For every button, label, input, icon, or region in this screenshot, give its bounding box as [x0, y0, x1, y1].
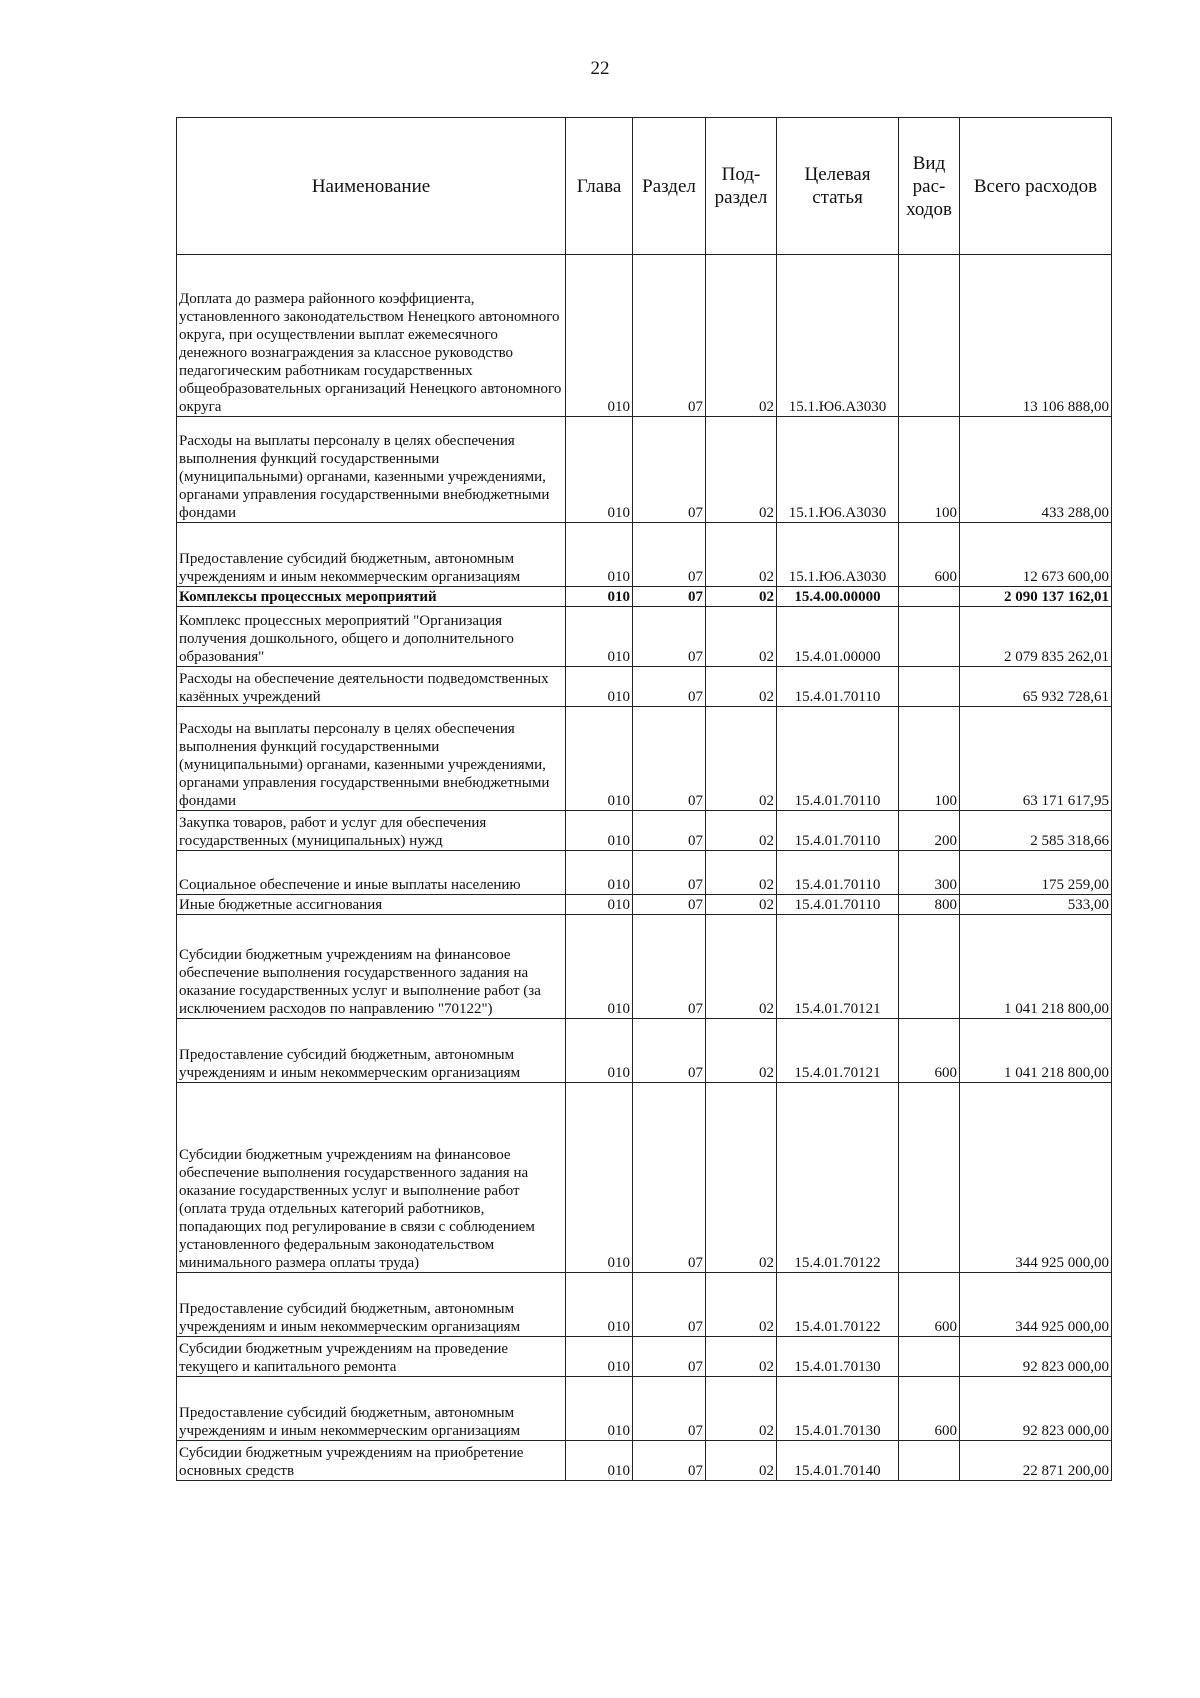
header-razdel: Раздел	[633, 118, 706, 255]
row-name: Расходы на выплаты персоналу в целях обеспечения выполнения функций государственными (муниципальными) органами, казенными учреждениями, органами управления государственными внебюджетными фондами	[177, 417, 566, 523]
row-razdel: 07	[633, 1337, 706, 1377]
row-razdel: 07	[633, 667, 706, 707]
row-razdel: 07	[633, 915, 706, 1019]
row-podrazdel: 02	[706, 255, 777, 417]
row-name: Предоставление субсидий бюджетным, автономным учреждениям и иным некоммерческим организациям	[177, 523, 566, 587]
row-vid	[899, 915, 960, 1019]
table-row	[177, 1019, 1112, 1083]
row-celevaya: 15.4.01.70122	[777, 1083, 899, 1273]
row-total: 344 925 000,00	[960, 1273, 1112, 1337]
table-row	[177, 667, 1112, 707]
row-total: 1 041 218 800,00	[960, 1019, 1112, 1083]
table-row	[177, 851, 1112, 895]
row-vid: 100	[899, 417, 960, 523]
row-podrazdel: 02	[706, 1377, 777, 1441]
row-vid: 300	[899, 851, 960, 895]
table-row	[177, 1337, 1112, 1377]
row-name: Социальное обеспечение и иные выплаты населению	[177, 851, 566, 895]
row-glava: 010	[566, 1273, 633, 1337]
row-glava: 010	[566, 417, 633, 523]
row-razdel: 07	[633, 1019, 706, 1083]
row-podrazdel: 02	[706, 1083, 777, 1273]
header-glava: Глава	[566, 118, 633, 255]
row-podrazdel: 02	[706, 607, 777, 667]
header-vid-rashodov: Вид рас- ходов	[899, 118, 960, 255]
row-total: 92 823 000,00	[960, 1377, 1112, 1441]
table-row	[177, 1273, 1112, 1337]
table-row	[177, 895, 1112, 915]
row-vid: 600	[899, 1377, 960, 1441]
row-celevaya: 15.4.01.70110	[777, 895, 899, 915]
row-celevaya: 15.4.01.70130	[777, 1377, 899, 1441]
row-total: 175 259,00	[960, 851, 1112, 895]
row-podrazdel: 02	[706, 667, 777, 707]
row-razdel: 07	[633, 523, 706, 587]
row-glava: 010	[566, 895, 633, 915]
row-glava: 010	[566, 1019, 633, 1083]
row-razdel: 07	[633, 707, 706, 811]
row-name: Комплексы процессных мероприятий	[177, 587, 566, 607]
row-glava: 010	[566, 667, 633, 707]
budget-table	[176, 117, 1112, 1481]
table-row	[177, 523, 1112, 587]
row-razdel: 07	[633, 851, 706, 895]
table-row	[177, 417, 1112, 523]
row-razdel: 07	[633, 1083, 706, 1273]
row-glava: 010	[566, 851, 633, 895]
row-razdel: 07	[633, 255, 706, 417]
row-celevaya: 15.1.Ю6.А3030	[777, 417, 899, 523]
row-name: Субсидии бюджетным учреждениям на финансовое обеспечение выполнения государственного задания на оказание государственных услуг и выполнение работ (оплата труда отдельных категорий работников, попадающих под регулирование в связи с соблюдением установленного федеральным законодательством минимального размера оплаты труда)	[177, 1083, 566, 1273]
row-celevaya: 15.4.01.70130	[777, 1337, 899, 1377]
row-razdel: 07	[633, 1441, 706, 1481]
row-total: 22 871 200,00	[960, 1441, 1112, 1481]
row-vid	[899, 607, 960, 667]
table-row	[177, 1083, 1112, 1273]
row-vid: 600	[899, 1019, 960, 1083]
row-name: Закупка товаров, работ и услуг для обеспечения государственных (муниципальных) нужд	[177, 811, 566, 851]
row-celevaya: 15.4.01.70121	[777, 1019, 899, 1083]
row-glava: 010	[566, 1441, 633, 1481]
row-vid: 200	[899, 811, 960, 851]
row-razdel: 07	[633, 587, 706, 607]
row-podrazdel: 02	[706, 707, 777, 811]
row-name: Комплекс процессных мероприятий "Организация получения дошкольного, общего и дополнительного образования"	[177, 607, 566, 667]
row-vid: 600	[899, 1273, 960, 1337]
table-row	[177, 1377, 1112, 1441]
table-row	[177, 915, 1112, 1019]
table-row	[177, 587, 1112, 607]
table-row	[177, 1441, 1112, 1481]
row-vid	[899, 1441, 960, 1481]
row-celevaya: 15.4.00.00000	[777, 587, 899, 607]
row-vid	[899, 255, 960, 417]
row-total: 92 823 000,00	[960, 1337, 1112, 1377]
row-name: Субсидии бюджетным учреждениям на проведение текущего и капитального ремонта	[177, 1337, 566, 1377]
row-glava: 010	[566, 255, 633, 417]
row-celevaya: 15.4.01.00000	[777, 607, 899, 667]
row-podrazdel: 02	[706, 523, 777, 587]
row-podrazdel: 02	[706, 811, 777, 851]
row-name: Расходы на обеспечение деятельности подведомственных казённых учреждений	[177, 667, 566, 707]
table-row	[177, 607, 1112, 667]
row-vid	[899, 1083, 960, 1273]
row-name: Иные бюджетные ассигнования	[177, 895, 566, 915]
header-total: Всего расходов	[960, 118, 1112, 255]
row-celevaya: 15.4.01.70140	[777, 1441, 899, 1481]
row-razdel: 07	[633, 895, 706, 915]
header-celevaya-statya: Целевая статья	[777, 118, 899, 255]
row-podrazdel: 02	[706, 851, 777, 895]
row-podrazdel: 02	[706, 1273, 777, 1337]
row-glava: 010	[566, 1083, 633, 1273]
page-number: 22	[590, 58, 610, 79]
row-total: 2 090 137 162,01	[960, 587, 1112, 607]
row-total: 2 585 318,66	[960, 811, 1112, 851]
row-glava: 010	[566, 1337, 633, 1377]
row-name: Предоставление субсидий бюджетным, автономным учреждениям и иным некоммерческим организациям	[177, 1273, 566, 1337]
header-name: Наименование	[177, 118, 566, 255]
row-glava: 010	[566, 607, 633, 667]
row-glava: 010	[566, 915, 633, 1019]
row-glava: 010	[566, 707, 633, 811]
row-celevaya: 15.4.01.70121	[777, 915, 899, 1019]
row-name: Предоставление субсидий бюджетным, автономным учреждениям и иным некоммерческим организациям	[177, 1377, 566, 1441]
row-vid	[899, 667, 960, 707]
table-row	[177, 707, 1112, 811]
row-vid	[899, 587, 960, 607]
table-header-row	[177, 118, 1112, 255]
row-celevaya: 15.4.01.70110	[777, 851, 899, 895]
row-name: Субсидии бюджетным учреждениям на финансовое обеспечение выполнения государственного задания на оказание государственных услуг и выполнение работ (за исключением расходов по направлению "70122")	[177, 915, 566, 1019]
row-podrazdel: 02	[706, 417, 777, 523]
row-glava: 010	[566, 811, 633, 851]
row-name: Субсидии бюджетным учреждениям на приобретение основных средств	[177, 1441, 566, 1481]
row-name: Доплата до размера районного коэффициента, установленного законодательством Ненецкого автономного округа, при осуществлении выплат ежемесячного денежного вознаграждения за классное руководство педагогическим работникам государственных общеобразовательных организаций Ненецкого автономного округа	[177, 255, 566, 417]
row-celevaya: 15.1.Ю6.А3030	[777, 523, 899, 587]
row-razdel: 07	[633, 417, 706, 523]
row-vid: 100	[899, 707, 960, 811]
row-razdel: 07	[633, 607, 706, 667]
row-total: 1 041 218 800,00	[960, 915, 1112, 1019]
row-total: 13 106 888,00	[960, 255, 1112, 417]
row-razdel: 07	[633, 1377, 706, 1441]
row-total: 63 171 617,95	[960, 707, 1112, 811]
row-celevaya: 15.4.01.70110	[777, 707, 899, 811]
row-celevaya: 15.1.Ю6.А3030	[777, 255, 899, 417]
row-name: Расходы на выплаты персоналу в целях обеспечения выполнения функций государственными (муниципальными) органами, казенными учреждениями, органами управления государственными внебюджетными фондами	[177, 707, 566, 811]
row-total: 344 925 000,00	[960, 1083, 1112, 1273]
row-total: 12 673 600,00	[960, 523, 1112, 587]
row-podrazdel: 02	[706, 895, 777, 915]
row-podrazdel: 02	[706, 1019, 777, 1083]
row-celevaya: 15.4.01.70110	[777, 811, 899, 851]
row-glava: 010	[566, 523, 633, 587]
header-podrazdel: Под- раздел	[706, 118, 777, 255]
row-glava: 010	[566, 1377, 633, 1441]
row-glava: 010	[566, 587, 633, 607]
row-podrazdel: 02	[706, 1441, 777, 1481]
row-total: 2 079 835 262,01	[960, 607, 1112, 667]
row-vid	[899, 1337, 960, 1377]
row-name: Предоставление субсидий бюджетным, автономным учреждениям и иным некоммерческим организациям	[177, 1019, 566, 1083]
row-celevaya: 15.4.01.70122	[777, 1273, 899, 1337]
row-total: 533,00	[960, 895, 1112, 915]
row-total: 65 932 728,61	[960, 667, 1112, 707]
row-vid: 600	[899, 523, 960, 587]
row-razdel: 07	[633, 811, 706, 851]
row-total: 433 288,00	[960, 417, 1112, 523]
row-razdel: 07	[633, 1273, 706, 1337]
row-podrazdel: 02	[706, 1337, 777, 1377]
table-row	[177, 255, 1112, 417]
row-podrazdel: 02	[706, 915, 777, 1019]
row-podrazdel: 02	[706, 587, 777, 607]
row-celevaya: 15.4.01.70110	[777, 667, 899, 707]
row-vid: 800	[899, 895, 960, 915]
table-row	[177, 811, 1112, 851]
